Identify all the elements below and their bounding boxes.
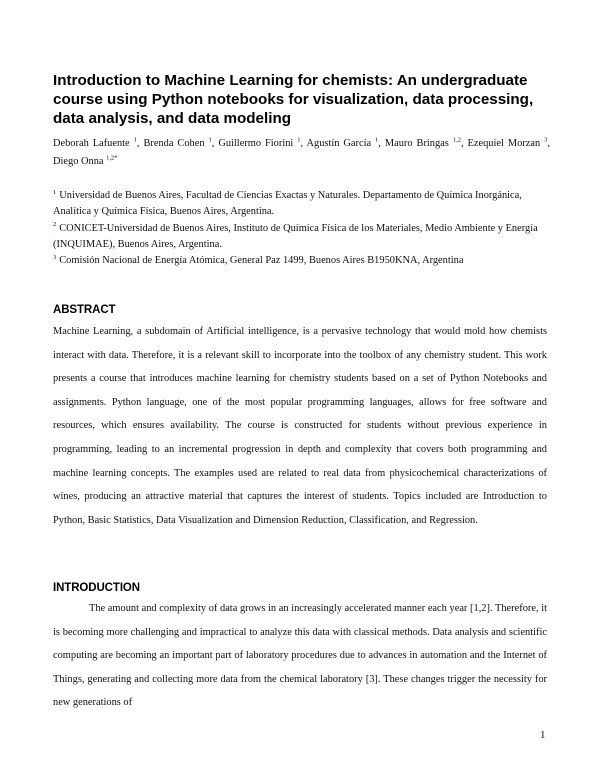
affiliation-text: CONICET-Universidad de Buenos Aires, Instituto de Química Física de los Materiales, Medio Ambiente y Energía (INQUIMAE), Buenos Aires, Argentina. [53,222,538,250]
author-affiliation-mark: 1 [208,136,212,144]
author-name: Mauro Bringas [384,138,449,149]
author-name: Agustín García [306,138,372,149]
author-name: Diego Onna [53,156,104,167]
author-affiliation-mark: 1 [297,136,301,144]
affiliation-text: Universidad de Buenos Aires, Facultad de Ciencias Exactas y Naturales. Departamento de Química Inorgánica, Analítica y Química Física, Buenos Aires, Argentina. [53,190,522,218]
author-name: Brenda Cohen [143,138,205,149]
author-affiliation-mark: 1,2 [452,136,461,144]
author-name: Ezequiel Morzan [467,138,541,149]
author-affiliation-mark: 1,2* [106,154,118,162]
affiliation-mark: 1 [53,188,57,196]
affiliation [53,188,550,221]
author-list: Deborah Lafuente $^1$, Brenda Cohen $^1$, Guillermo Fiorini $^1$, Agustín García $^1$, Mauro Bringas $^{1,2}$, Ezequiel Morzan $^3$, Diego Onna $^{1,2*}$ [53,136,550,167]
author-affiliation-mark: 3 [544,136,548,144]
affiliation-mark: 3 [53,253,57,261]
paper-title: Introduction to Machine Learning for chemists: An undergraduate course using Python notebooks for visualization, data processing, data analysis, and data modeling [53,72,534,127]
author [218,138,300,149]
author-name: Guillermo Fiorini [218,138,294,149]
affiliation-mark: 2 [53,221,57,229]
page-number: 1 [540,729,546,741]
author [385,138,461,149]
affiliation [53,253,550,269]
abstract-body: Machine Learning, a subdomain of Artificial intelligence, is a pervasive technology that would mold how chemists interact with data. Therefore, it is a relevant skill to incorporate into the toolbox of any chemistry student. This work presents a course that introduces machine learning for chemistry students based on a set of Python Notebooks and assignments. Python language, one of the most popular programming languages, allows for free software and resources, which ensures availability. The course is constructed for students without previous experience in programming, leading to an incremental progression in depth and complexity that covers both programming and machine learning concepts. The examples used are related to real data from physicochemical characterizations of wines, producing an attractive material that captures the interest of students. Topics included are Introduction to Python, Basic Statistics, Data Visualization and Dimension Reduction, Classification, and Regression. [53,326,547,526]
abstract-heading: ABSTRACT [53,304,116,316]
introduction-heading: INTRODUCTION [53,582,140,594]
author [143,138,211,149]
affiliation [53,221,550,254]
author [468,138,548,149]
author-affiliation-mark: 1 [375,136,379,144]
author [53,156,117,167]
affiliation-text: Comisión Nacional de Energía Atómica, General Paz 1499, Buenos Aires B1950KNA, Argentina [59,255,464,267]
author-name: Deborah Lafuente [53,138,130,149]
author-affiliation-mark: 1 [133,136,137,144]
introduction-body: The amount and complexity of data grows in an increasingly accelerated manner each year [1,2]. Therefore, it is becoming more challenging and impractical to analyze this data with classical methods. Data analysis and scientific computing are becoming an important part of laboratory procedures due to advances in automation and the Internet of Things, generating and collecting more data from the chemical laboratory [3]. These changes trigger the necessity for new generations of [53,603,547,709]
author [53,138,137,149]
affiliation-list [53,188,550,269]
author [307,138,379,149]
